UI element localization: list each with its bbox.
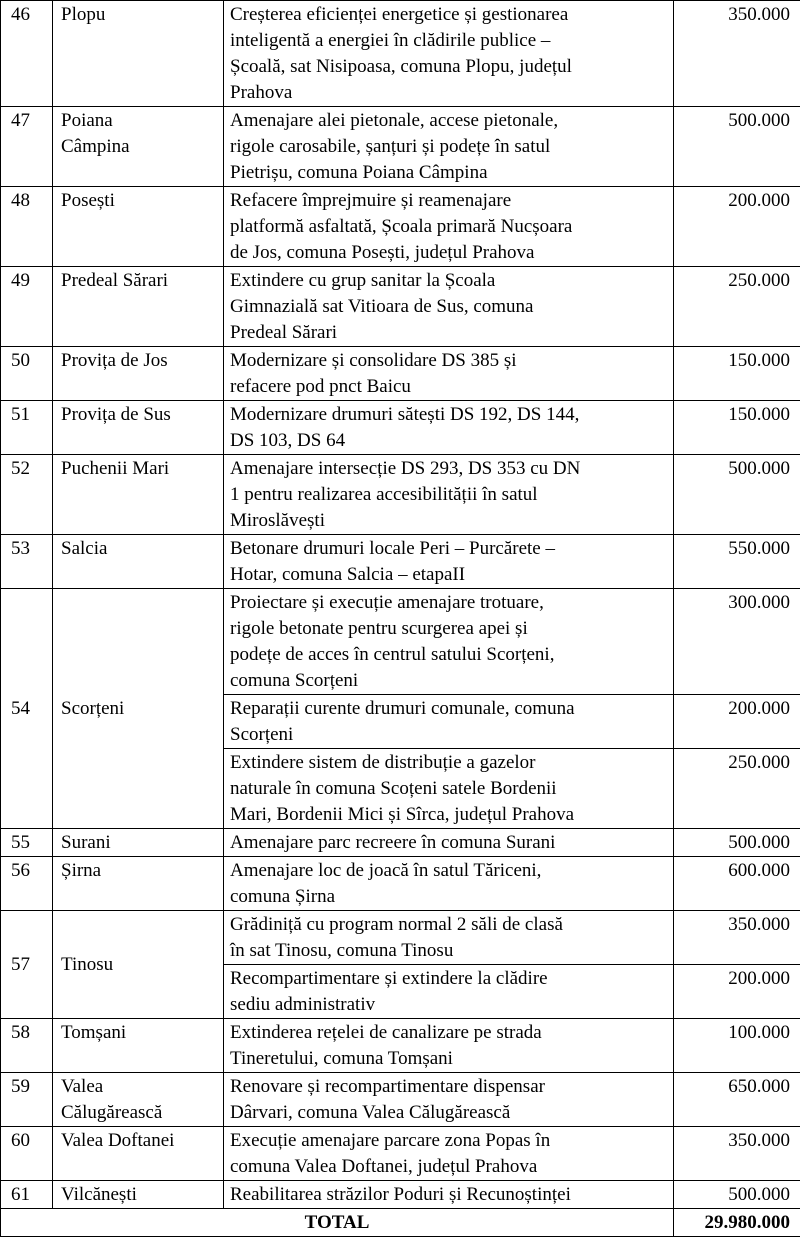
description-line: de Jos, comuna Posești, județul Prahova <box>230 242 535 263</box>
locality-line: Puchenii Mari <box>61 458 170 479</box>
project-description <box>224 1 674 107</box>
row-number: 60 <box>1 1127 53 1181</box>
description-line: DS 103, DS 64 <box>230 430 346 451</box>
project-value: 500.000 <box>674 829 800 857</box>
project-value: 350.000 <box>674 1 800 107</box>
table-row <box>1 1127 800 1181</box>
project-value: 300.000 <box>674 589 800 695</box>
project-description <box>224 1181 674 1209</box>
project-value: 200.000 <box>674 965 800 1019</box>
locality-cell <box>53 455 224 535</box>
row-number: 51 <box>1 401 53 455</box>
total-row <box>1 1209 800 1237</box>
description-line: Grădiniță cu program normal 2 săli de clasă <box>230 914 563 935</box>
row-number: 56 <box>1 857 53 911</box>
project-description <box>224 829 674 857</box>
row-number: 54 <box>1 589 53 829</box>
locality-line: Provița de Jos <box>61 350 168 371</box>
description-line: Reabilitarea străzilor Poduri și Recunoștinței <box>230 1184 571 1205</box>
project-description <box>224 1127 674 1181</box>
description-line: Amenajare loc de joacă în satul Tăriceni, <box>230 860 542 881</box>
table-row <box>1 347 800 401</box>
locality-line: Predeal Sărari <box>61 270 169 291</box>
project-value: 350.000 <box>674 911 800 965</box>
locality-line: Valea <box>61 1076 104 1097</box>
locality-cell <box>53 267 224 347</box>
project-description <box>224 749 674 829</box>
locality-line: Scorțeni <box>61 698 125 719</box>
row-number: 49 <box>1 267 53 347</box>
locality-cell <box>53 1127 224 1181</box>
project-description <box>224 347 674 401</box>
table-row <box>1 589 800 695</box>
project-description <box>224 401 674 455</box>
locality-cell <box>53 401 224 455</box>
description-line: Hotar, comuna Salcia – etapaII <box>230 564 466 585</box>
description-line: Amenajare parc recreere în comuna Surani <box>230 832 556 853</box>
description-line: sediu administrativ <box>230 994 376 1015</box>
row-number: 47 <box>1 107 53 187</box>
description-line: inteligentă a energiei în clădirile publice – <box>230 30 551 51</box>
description-line: Tineretului, comuna Tomșani <box>230 1048 453 1069</box>
locality-line: Câmpina <box>61 136 130 157</box>
project-value: 250.000 <box>674 267 800 347</box>
project-value: 250.000 <box>674 749 800 829</box>
locality-line: Plopu <box>61 4 106 25</box>
project-description <box>224 589 674 695</box>
row-number: 55 <box>1 829 53 857</box>
project-value: 650.000 <box>674 1073 800 1127</box>
row-number: 48 <box>1 187 53 267</box>
description-line: rigole betonate pentru scurgerea apei și <box>230 618 528 639</box>
description-line: comuna Șirna <box>230 886 336 907</box>
project-description <box>224 965 674 1019</box>
row-number: 58 <box>1 1019 53 1073</box>
projects-table-body <box>1 1 800 1209</box>
locality-cell <box>53 187 224 267</box>
description-line: Betonare drumuri locale Peri – Purcărete – <box>230 538 555 559</box>
description-line: naturale în comuna Scoțeni satele Bordenii <box>230 778 557 799</box>
table-row <box>1 401 800 455</box>
locality-cell <box>53 829 224 857</box>
description-line: Refacere împrejmuire și reamenajare <box>230 190 512 211</box>
description-line: Pietrișu, comuna Poiana Câmpina <box>230 162 488 183</box>
row-number: 46 <box>1 1 53 107</box>
table-row <box>1 1181 800 1209</box>
description-line: Dârvari, comuna Valea Călugărească <box>230 1102 511 1123</box>
description-line: Scorțeni <box>230 724 294 745</box>
description-line: comuna Scorțeni <box>230 670 359 691</box>
row-number: 52 <box>1 455 53 535</box>
project-value: 500.000 <box>674 107 800 187</box>
locality-cell <box>53 1 224 107</box>
project-description <box>224 107 674 187</box>
project-description <box>224 455 674 535</box>
project-value: 500.000 <box>674 1181 800 1209</box>
project-description <box>224 535 674 589</box>
description-line: Extindere sistem de distribuție a gazelor <box>230 752 536 773</box>
locality-cell <box>53 1181 224 1209</box>
locality-line: Vilcănești <box>61 1184 137 1205</box>
total-value: 29.980.000 <box>674 1209 800 1237</box>
description-line: Școală, sat Nisipoasa, comuna Plopu, județul <box>230 56 572 77</box>
description-line: Proiectare și execuție amenajare trotuare, <box>230 592 544 613</box>
description-line: platformă asfaltată, Școala primară Nucșoara <box>230 216 573 237</box>
table-row <box>1 267 800 347</box>
project-value: 100.000 <box>674 1019 800 1073</box>
description-line: Amenajare intersecție DS 293, DS 353 cu DN <box>230 458 581 479</box>
description-line: Predeal Sărari <box>230 322 338 343</box>
description-line: Creșterea eficienței energetice și gestionarea <box>230 4 569 25</box>
description-line: Miroslăvești <box>230 510 325 531</box>
table-row <box>1 1 800 107</box>
project-value: 600.000 <box>674 857 800 911</box>
locality-line: Poiana <box>61 110 113 131</box>
description-line: rigole carosabile, șanțuri și podețe în satul <box>230 136 551 157</box>
project-description <box>224 1073 674 1127</box>
description-line: Prahova <box>230 82 293 103</box>
row-number: 50 <box>1 347 53 401</box>
locality-line: Șirna <box>61 860 102 881</box>
description-line: Recompartimentare și extindere la clădire <box>230 968 548 989</box>
project-value: 150.000 <box>674 401 800 455</box>
table-row <box>1 455 800 535</box>
locality-line: Tomșani <box>61 1022 127 1043</box>
table-row <box>1 857 800 911</box>
locality-cell <box>53 911 224 1019</box>
row-number: 61 <box>1 1181 53 1209</box>
table-row <box>1 829 800 857</box>
description-line: Extinderea rețelei de canalizare pe strada <box>230 1022 542 1043</box>
description-line: podețe de acces în centrul satului Scorțeni, <box>230 644 555 665</box>
locality-cell <box>53 347 224 401</box>
description-line: Execuție amenajare parcare zona Popas în <box>230 1130 551 1151</box>
locality-line: Provița de Sus <box>61 404 171 425</box>
locality-cell <box>53 535 224 589</box>
table-row <box>1 535 800 589</box>
locality-line: Salcia <box>61 538 108 559</box>
project-description <box>224 267 674 347</box>
project-value: 500.000 <box>674 455 800 535</box>
description-line: Extindere cu grup sanitar la Școala <box>230 270 496 291</box>
project-description <box>224 695 674 749</box>
row-number: 57 <box>1 911 53 1019</box>
locality-cell <box>53 1073 224 1127</box>
project-description <box>224 911 674 965</box>
locality-cell <box>53 1019 224 1073</box>
project-value: 200.000 <box>674 695 800 749</box>
table-row <box>1 107 800 187</box>
description-line: comuna Valea Doftanei, județul Prahova <box>230 1156 538 1177</box>
description-line: Mari, Bordenii Mici și Sîrca, județul Prahova <box>230 804 575 825</box>
project-value: 550.000 <box>674 535 800 589</box>
locality-line: Călugărească <box>61 1102 163 1123</box>
project-description <box>224 1019 674 1073</box>
row-number: 53 <box>1 535 53 589</box>
locality-line: Tinosu <box>61 954 114 975</box>
project-description <box>224 187 674 267</box>
description-line: 1 pentru realizarea accesibilității în satul <box>230 484 538 505</box>
description-line: Gimnazială sat Vitioara de Sus, comuna <box>230 296 534 317</box>
table-row <box>1 911 800 965</box>
project-value: 350.000 <box>674 1127 800 1181</box>
description-line: Amenajare alei pietonale, accese pietonale, <box>230 110 559 131</box>
total-label: TOTAL <box>1 1209 674 1237</box>
description-line: refacere pod pnct Baicu <box>230 376 411 397</box>
locality-cell <box>53 107 224 187</box>
description-line: Reparații curente drumuri comunale, comuna <box>230 698 575 719</box>
description-line: în sat Tinosu, comuna Tinosu <box>230 940 454 961</box>
table-row <box>1 1019 800 1073</box>
locality-cell <box>53 589 224 829</box>
description-line: Modernizare și consolidare DS 385 și <box>230 350 517 371</box>
table-row <box>1 1073 800 1127</box>
project-value: 150.000 <box>674 347 800 401</box>
locality-cell <box>53 857 224 911</box>
locality-line: Posești <box>61 190 115 211</box>
locality-line: Surani <box>61 832 111 853</box>
row-number: 59 <box>1 1073 53 1127</box>
table-row <box>1 187 800 267</box>
description-line: Modernizare drumuri sătești DS 192, DS 144, <box>230 404 580 425</box>
project-value: 200.000 <box>674 187 800 267</box>
project-description <box>224 857 674 911</box>
description-line: Renovare și recompartimentare dispensar <box>230 1076 545 1097</box>
locality-line: Valea Doftanei <box>61 1130 175 1151</box>
